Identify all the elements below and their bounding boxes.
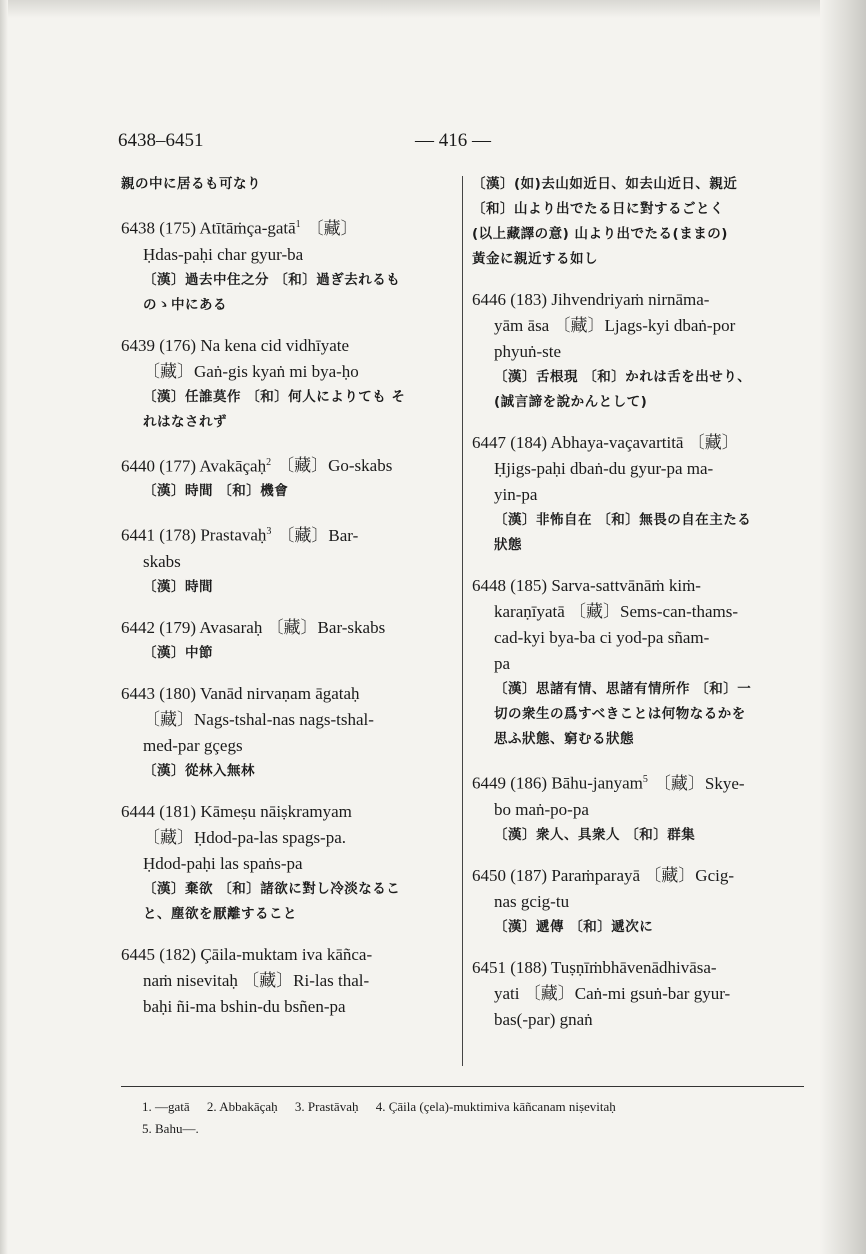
entry-headword	[121, 333, 458, 359]
footnote: 2. Abbakāçaḥ	[206, 1099, 278, 1114]
dictionary-entry	[472, 430, 804, 558]
gloss-line: れはなされず	[143, 413, 227, 430]
right-column	[472, 172, 804, 1048]
continued-gloss	[472, 172, 804, 272]
entry-line: bas(-par) gnaṅ	[494, 1009, 593, 1029]
entry-headword-tail: 〔藏〕Skye-	[653, 773, 745, 793]
entry-headword-text: 6442 (179) Avasaraḥ 〔藏〕Bar-skabs	[121, 617, 386, 637]
footnote-marker: 5	[642, 774, 648, 785]
gloss-line: 〔漢〕衆人、具衆人 〔和〕群集	[494, 826, 696, 843]
gloss-line: 〔漢〕從林入無林	[143, 762, 255, 779]
entry-line: 〔藏〕Gaṅ-gis kyaṅ mi bya-ḥo	[143, 361, 359, 381]
gloss-line: (誠言諦を說かんとして)	[494, 394, 648, 410]
entry-headword-text: 6440 (177) Avakāçaḥ	[121, 456, 267, 476]
entry-headword-text: 6449 (186) Bāhu-janyam	[472, 773, 643, 793]
entry-line: Ḥdas-paḥi char gyur-ba	[143, 244, 304, 264]
dictionary-entry	[121, 212, 458, 318]
entry-line: 〔藏〕Nags-tshal-nas nags-tshal-	[143, 709, 374, 729]
dictionary-entry	[472, 955, 804, 1033]
dictionary-entry	[121, 942, 458, 1020]
entry-headword	[472, 863, 804, 889]
entry-line: Ḥdod-paḥi las spaṅs-pa	[143, 853, 303, 873]
entry-headword	[472, 955, 804, 981]
entry-headword	[121, 450, 458, 480]
entry-headword-text: 6444 (181) Kāmeṣu nāiṣkramyam	[121, 801, 352, 821]
entry-line: 〔藏〕Ḥdod-pa-las spags-pa.	[143, 827, 347, 847]
gloss-line: 〔漢〕時間	[143, 578, 213, 595]
entry-headword-text: 6445 (182) Çāila-muktam iva kāñca-	[121, 944, 373, 964]
entry-line: nas gcig-tu	[494, 891, 570, 911]
entry-line: yati 〔藏〕Caṅ-mi gsuṅ-bar gyur-	[494, 983, 731, 1003]
footnote-marker: 2	[266, 456, 272, 468]
entry-headword-text: 6439 (176) Na kena cid vidhīyate	[121, 335, 350, 355]
gloss-line: 〔漢〕中節	[143, 644, 213, 661]
entry-headword-tail: 〔藏〕	[306, 218, 358, 238]
scan-left-edge	[0, 0, 8, 1254]
page-number: — 416 —	[415, 130, 491, 151]
gloss-line: 〔漢〕非怖自在 〔和〕無畏の自在主たる	[494, 512, 752, 528]
entry-headword	[121, 681, 458, 707]
entry-line: naṁ nisevitaḥ 〔藏〕Ri-las thal-	[143, 970, 370, 990]
entry-headword	[472, 573, 804, 599]
entry-line: pa	[494, 654, 511, 673]
entry-headword-text: 6446 (183) Jihvendriyaṁ nirnāma-	[472, 290, 710, 309]
gloss-line: 狀態	[494, 537, 522, 553]
entry-headword-text: 6443 (180) Vanād nirvaṇam āgataḥ	[121, 683, 360, 703]
footnote: 3. Prastāvaḥ	[294, 1099, 359, 1114]
entry-headword-tail: 〔藏〕Go-skabs	[277, 456, 393, 476]
entry-line: baḥi ñi-ma bshin-du bsñen-pa	[143, 996, 346, 1016]
footnote-marker: 3	[266, 526, 272, 538]
gloss-line: のゝ中にある	[143, 296, 227, 313]
entry-headword	[121, 212, 458, 242]
entry-line: cad-kyi bya-ba ci yod-pa sñam-	[494, 628, 710, 647]
gloss-line: と、塵欲を厭離すること	[143, 905, 297, 922]
dictionary-entry	[472, 287, 804, 415]
entry-headword	[472, 287, 804, 313]
entry-headword	[121, 615, 458, 641]
gloss-line: 思ふ狀態、窮むる狀態	[494, 731, 634, 747]
column-divider	[462, 176, 463, 1066]
entry-line: skabs	[143, 551, 181, 571]
gloss-line: 〔漢〕(如)去山如近日、如去山近日、親近	[472, 176, 738, 192]
entry-headword-text: 6447 (184) Abhaya-vaçavartitā 〔藏〕	[472, 433, 739, 452]
scan-top-edge	[0, 0, 866, 18]
gloss-line: 〔漢〕思諸有情、思諸有情所作 〔和〕一	[494, 681, 752, 697]
gloss-line: 〔漢〕時間 〔和〕機會	[143, 483, 289, 500]
entry-headword-tail: 〔藏〕Bar-	[277, 525, 359, 545]
entry-headword-text: 6451 (188) Tuṣṇīṁbhāvenādhivāsa-	[472, 957, 717, 977]
dictionary-entry	[121, 333, 458, 435]
dictionary-entry	[121, 450, 458, 505]
entry-headword-text: 6450 (187) Paraṁparayā 〔藏〕Gcig-	[472, 865, 735, 885]
gloss-line: 〔漢〕過去中住之分 〔和〕過ぎ去れるも	[143, 271, 401, 288]
dictionary-entry	[121, 799, 458, 927]
entry-headword-text: 6438 (175) Atītāṁça-gatā	[121, 218, 296, 238]
dictionary-entry	[472, 767, 804, 848]
footnote-marker: 1	[295, 219, 301, 230]
gloss-line: 〔漢〕舌根現 〔和〕かれは舌を出せり、	[494, 369, 752, 385]
left-entries	[121, 212, 458, 1020]
right-entries	[472, 287, 804, 1033]
footnotes	[142, 1096, 804, 1140]
gloss-line: 黃金に親近する如し	[472, 251, 598, 267]
gloss-line: 〔和〕山より出でたる日に對するごとく	[472, 201, 724, 217]
entry-headword	[472, 767, 804, 797]
entry-line: bo maṅ-po-pa	[494, 799, 589, 819]
entry-line: Ḥjigs-paḥi dbaṅ-du gyur-pa ma-	[494, 459, 714, 478]
entry-line: med-par gçegs	[143, 735, 243, 755]
entry-headword	[121, 942, 458, 968]
entry-headword-text: 6441 (178) Prastavaḥ	[121, 525, 267, 545]
footnote: 5. Bahu—.	[142, 1121, 199, 1136]
gloss-line: 切の衆生の爲すべきことは何物なるかを	[494, 706, 746, 722]
entry-line: yin-pa	[494, 485, 538, 504]
gloss-line: 〔漢〕任誰莫作 〔和〕何人によりても そ	[143, 388, 406, 405]
entry-headword	[472, 430, 804, 456]
entry-line: karaṇīyatā 〔藏〕Sems-can-thams-	[494, 602, 739, 621]
footnote-rule	[121, 1086, 804, 1087]
dictionary-entry	[472, 573, 804, 752]
footnote: 1. —gatā	[142, 1099, 190, 1114]
continued-gloss: 親の中に居るも可なり	[121, 176, 261, 192]
dictionary-entry	[121, 519, 458, 600]
entry-range-header: 6438–6451	[118, 130, 204, 151]
scan-right-edge	[820, 0, 866, 1254]
entry-line: yām āsa 〔藏〕Ljags-kyi dbaṅ-por	[494, 316, 736, 335]
left-column	[121, 172, 458, 1035]
footnote: 4. Çāila (çela)-muktimiva kāñcanam niṣevitaḥ	[375, 1099, 616, 1114]
gloss-line: (以上藏譯の意) 山より出でたる(ままの)	[472, 226, 728, 242]
gloss-line: 〔漢〕棄欲 〔和〕諸欲に對し冷淡なるこ	[143, 880, 401, 897]
dictionary-entry	[121, 681, 458, 784]
gloss-line: 〔漢〕遞傳 〔和〕遞次に	[494, 918, 654, 935]
entry-headword-text: 6448 (185) Sarva-sattvānāṁ kiṁ-	[472, 576, 701, 595]
entry-headword	[121, 519, 458, 549]
dictionary-entry	[121, 615, 458, 666]
dictionary-entry	[472, 863, 804, 940]
entry-headword	[121, 799, 458, 825]
entry-line: phyuṅ-ste	[494, 342, 562, 361]
